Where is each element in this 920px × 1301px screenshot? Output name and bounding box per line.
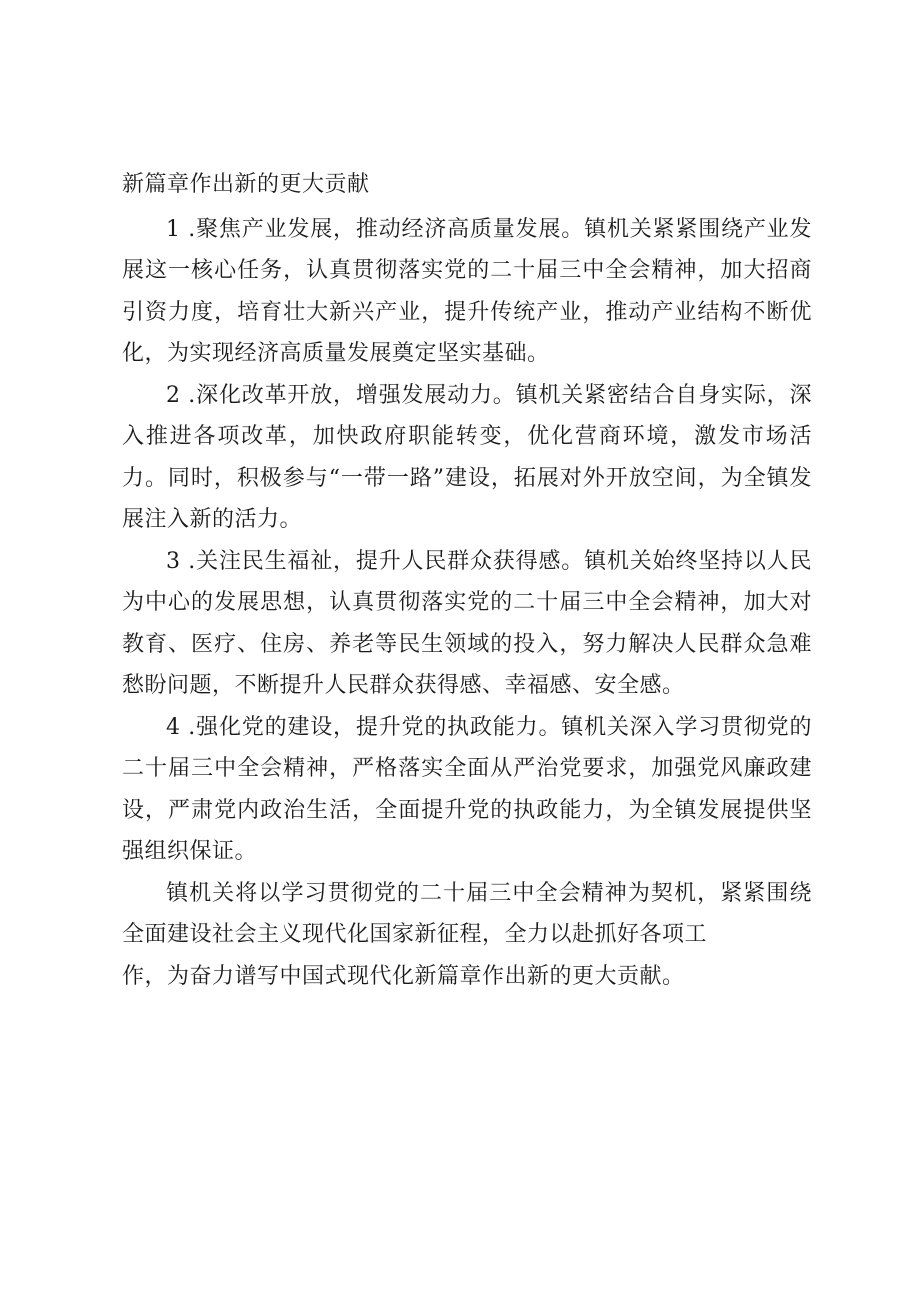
closing-text-part-1: 镇机关将以学习贯彻党的二十届三中全会精神为契机，紧紧围绕全面建设社会主义现代化国家新征程，全力以赴抓好各项工 xyxy=(122,880,812,947)
continuation-line: 新篇章作出新的更大贡献 xyxy=(122,172,370,197)
closing-paragraph xyxy=(122,873,812,956)
closing-paragraph-end xyxy=(122,956,812,998)
closing-text-part-2: 作，为奋力谱写中国式现代化新篇章作出新的更大贡献。 xyxy=(122,963,685,989)
list-item-4: 4 .强化党的建设，提升党的执政能力。镇机关深入学习贯彻党的二十届三中全会精神，严格落实全面从严治党要求，加强党风廉政建设，严肃党内政治生活，全面提升党的执政能力，为全镇发展提供坚强组织保证。 xyxy=(122,714,812,864)
list-item-1: 1 .聚焦产业发展，推动经济高质量发展。镇机关紧紧围绕产业发展这一核心任务，认真贯彻落实党的二十届三中全会精神，加大招商引资力度，培育壮大新兴产业，提升传统产业，推动产业结构不断优化，为实现经济高质量发展奠定坚实基础。 xyxy=(122,216,812,366)
document-body xyxy=(122,164,812,997)
list-item-3: 3 .关注民生福祉，提升人民群众获得感。镇机关始终坚持以人民为中心的发展思想，认真贯彻落实党的二十届三中全会精神，加大对教育、医疗、住房、养老等民生领域的投入，努力解决人民群众急难愁盼问题，不断提升人民群众获得感、幸福感、安全感。 xyxy=(122,548,812,698)
list-item-2: 2 .深化改革开放，增强发展动力。镇机关紧密结合自身实际，深入推进各项改革，加快政府职能转变，优化营商环境，激发市场活力。同时，积极参与“一带一路”建设，拓展对外开放空间，为全镇发展注入新的活力。 xyxy=(122,382,812,532)
